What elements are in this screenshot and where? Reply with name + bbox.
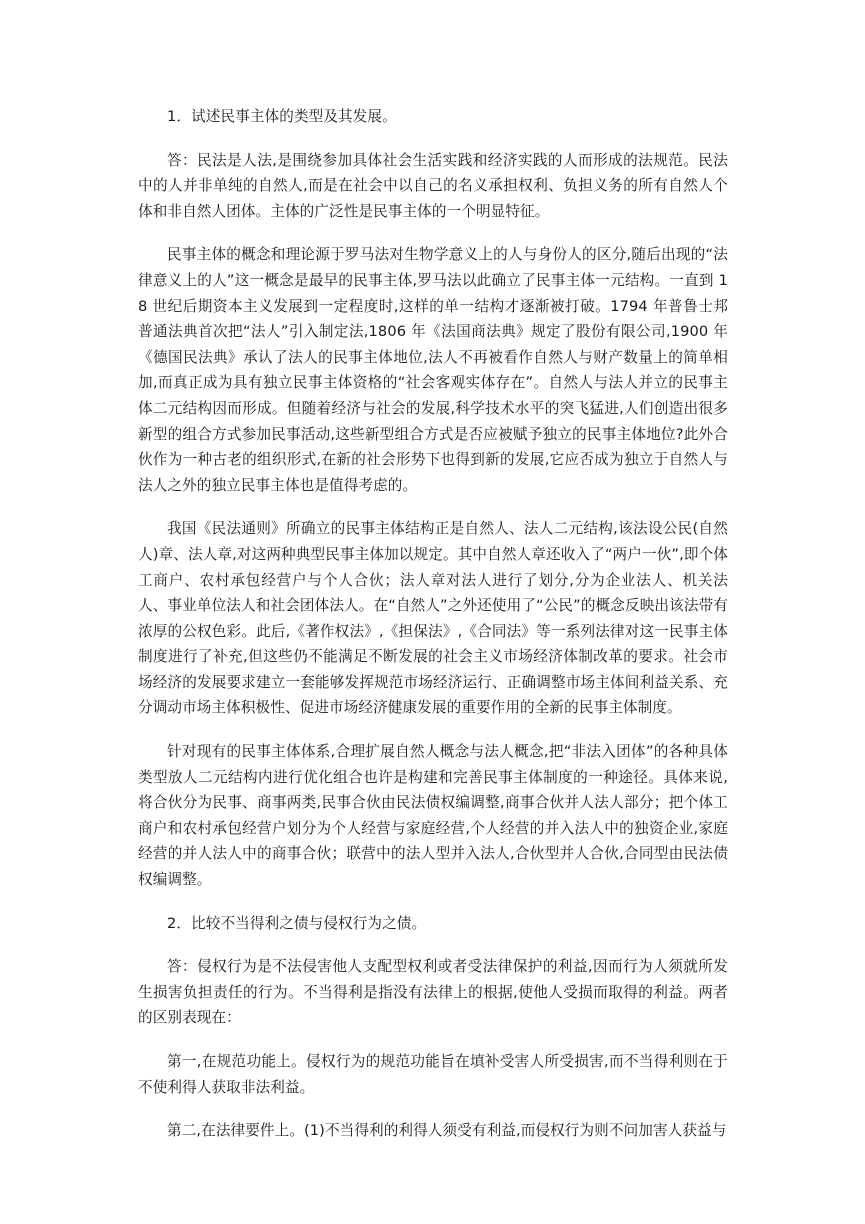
question-2: 2．比较不当得利之债与侵权行为之债。 — [167, 914, 427, 932]
answer-2-paragraph-2: 第一,在规范功能上。侵权行为的规范功能旨在填补受害人所受损害,而不当得利则在于不使利得人获取非法利益。 — [138, 1053, 728, 1096]
question-1: 1．试述民事主体的类型及其发展。 — [167, 108, 397, 125]
answer-1-paragraph-2: 民事主体的概念和理论源于罗马法对生物学意义上的人与身份人的区分,随后出现的“法律意义上的人”这一概念是最早的民事主体,罗马法以此确立了民事主体一元结构。一直到 18 世纪后期资本主义发展到一定程度时,这样的单一结构才逐渐被打破。1794 年普鲁士邦普通法典首次把“法人”引入制定法,1806 年《法国商法典》规定了股份有限公司,1900 年《德国民法典》承认了法人的民事主体地位,法人不再被看作自然人与财产数量上的简单相加,而真正成为具有独立民事主体资格的“社会客观实体存在”。自然人与法人并立的民事主体二元结构因而形成。但随着经济与社会的发展,科学技术水平的突飞猛进,人们创造出很多新型的组合方式参加民事活动,这些新型组合方式是否应被赋予独立的民事主体地位?此外合伙作为一种古老的组织形式,在新的社会形势下也得到新的发展,它应否成为独立于自然人与法人之外的独立民事主体也是值得考虑的。 — [138, 246, 728, 494]
answer-2-paragraph-1: 答：侵权行为是不法侵害他人支配型权利或者受法律保护的利益,因而行为人须就所发生损害负担责任的行为。不当得利是指没有法律上的根据,使他人受损而取得的利益。两者的区别表现在： — [138, 958, 728, 1027]
answer-1-paragraph-4: 针对现有的民事主体体系,合理扩展自然人概念与法人概念,把“非法入团体”的各种具体类型放人二元结构内进行优化组合也许是构建和完善民事主体制度的一种途径。具体来说,将合伙分为民事、商事两类,民事合伙由民法债权编调整,商事合伙并人法人部分；把个体工商户和农村承包经营户划分为个人经营与家庭经营,个人经营的并入法人中的独资企业,家庭经营的并人法人中的商事合伙；联营中的法人型并入法人,合伙型并人合伙,合同型由民法债权编调整。 — [138, 743, 728, 889]
answer-2-paragraph-3: 第二,在法律要件上。(1)不当得利的利得人须受有利益,而侵权行为则不问加害人获益与 — [167, 1122, 727, 1140]
answer-1-paragraph-3: 我国《民法通则》所确立的民事主体结构正是自然人、法人二元结构,该法设公民(自然人)章、法人章,对这两种典型民事主体加以规定。其中自然人章还收入了“两户一伙”,即个体工商户、农村承包经营户与个人合伙；法人章对法人进行了划分,分为企业法人、机关法人、事业单位法人和社会团体法人。在“自然人”之外还使用了“公民”的概念反映出该法带有浓厚的公权色彩。此后,《著作权法》,《担保法》,《合同法》等一系列法律对这一民事主体制度进行了补充,但这些仍不能满足不断发展的社会主义市场经济体制改革的要求。社会市场经济的发展要求建立一套能够发挥规范市场经济运行、正确调整市场主体间利益关系、充分调动市场主体积极性、促进市场经济健康发展的重要作用的全新的民事主体制度。 — [138, 520, 728, 717]
answer-1-paragraph-1: 答：民法是人法,是围绕参加具体社会生活实践和经济实践的人而形成的法规范。民法中的人并非单纯的自然人,而是在社会中以自己的名义承担权利、负担义务的所有自然人个体和非自然人团体。主体的广泛性是民事主体的一个明显特征。 — [138, 151, 728, 220]
document-body — [138, 104, 728, 1162]
